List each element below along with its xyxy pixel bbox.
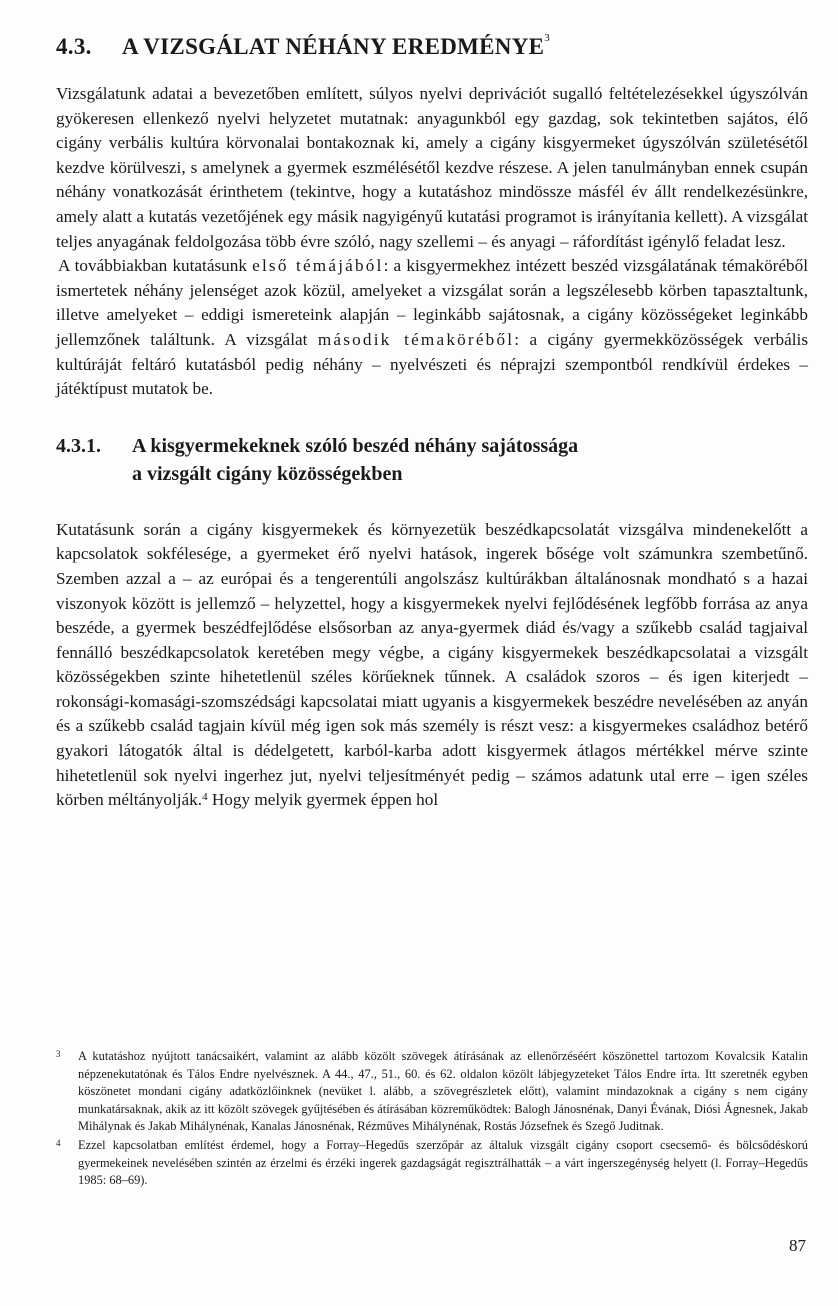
page-content [56,34,808,813]
subsection-title-line-2: a vizsgált cigány közösségekben [132,462,403,485]
section-title-text: A VIZSGÁLAT NÉHÁNY EREDMÉNYE [122,34,545,59]
subsection-heading [56,432,808,488]
footnotes [56,1048,808,1191]
footnote-ref-3[interactable]: 3 [544,32,551,44]
section-heading [56,34,808,60]
paragraph-speech [56,518,808,813]
footnote-text: Ezzel kapcsolatban említést érdemel, hogy a Forray–Hegedűs szerzőpár az általuk vizsgált cigány csoport csecsemő- és bölcsődéskorú gyermekeinek nevelésében szintén az érzelmi és érzéki ingerek gazdagságát regisztrálhatták – a várt ingerszegénység helyett (l. Forray–Hegedűs 1985: 68–69). [78,1137,808,1188]
section-title [122,34,550,60]
paragraph-topics [56,254,808,402]
text-run: A továbbiakban kutatásunk [58,256,253,276]
emphasis-second-topic: második témaköréből [317,329,515,349]
emphasis-first-topic: első témájából [252,256,384,276]
text-run: Kutatásunk során a cigány kisgyermekek és környezetük beszédkapcsolatát vizsgálva mindenekelőtt a kapcsolatok sokfélesége, a gyermeket érő nyelvi hatások, ingerek bősége volt számunkra szembetűnő. Szemben azzal a – az európai és a tengerentúli angolszász kultúrákban általánosnak mondható s a hazai viszonyok között is jellemző – helyzettel, hogy a kisgyermekek nyelvi fejlődésének legfőbb forrása az anya beszéde, a gyermek beszédfejlődése elsősorban az anya-gyermek diád és/vagy a szűkebb család tagjaival fennálló beszédkapcsolatok keretében megy végbe, a cigány kisgyermekek beszédkapcsolatai a vizsgált közösségekben szinte hihetetlenül széles körűeknek tűnnek. A családok szoros – és igen kiterjedt – rokonsági-komasági-szomszédsági kapcsolatai miatt ugyanis a kisgyermekek beszédre nevelésében az anyán és a szűkebb család tagjain kívül még igen sok más személy is részt vesz: a kisgyermekes családhoz betérő gyakori látogatók által is dédelgetett, karból-karba adott kisgyermek átlagos mértékkel mérve szinte hihetetlenül sok nyelvi ingerhez jut, nyelvi teljesítményét pedig – számos adatunk utal erre – igen széles körben méltányolják. [56,519,808,810]
footnote-3 [56,1048,808,1136]
text-run: Hogy melyik gyermek éppen hol [207,790,439,810]
text-run: : a kisgyermekhez intézett beszéd vizsgálatának témaköréből ismertetek néhány jelenséget azok közül, amelyeket a vizsgálat során a legszélesebb körben tapasztaltunk, illetve amelyeket – eddigi ismereteink alapján – leginkább sajátosnak, a cigány közösségeket leginkább jellemzőnek találtunk. A vizsgálat [56,256,808,349]
footnote-mark: 3 [56,1049,61,1059]
footnote-4 [56,1137,808,1190]
subsection-title [132,432,578,488]
subsection-title-line-1: A kisgyermekeknek szóló beszéd néhány sajátossága [132,434,579,457]
footnote-ref-4[interactable]: 4 [202,791,208,804]
text-run: : a cigány gyermekközösségek verbális kultúráját feltáró kutatásból pedig néhány – nyelvészeti és néprajzi szempontból rendkívül érdekes – játéktípust mutatok be. [56,329,809,399]
footnote-mark: 4 [56,1137,61,1148]
subsection-number: 4.3.1. [56,434,101,457]
page-number: 87 [789,1236,806,1255]
paragraph-intro: Vizsgálatunk adatai a bevezetőben említett, súlyos nyelvi deprivációt sugalló feltételezésekkel úgyszólván gyökeresen ellenkező nyelvi helyzetet mutatnak: anyagunkból egy gazdag, sok tekintetben sajátos, élő cigány verbális kultúra körvonalai bontakoznak ki, amely a cigány kisgyermeket úgyszólván születésétől kezdve körülveszi, s amelynek a gyermek eszmélésétől kezdve részese. A jelen tanulmányban ennek csupán néhány vonatkozását érinthetem (tekintve, hogy a kutatáshoz mindössze másfél év állt rendelkezésünkre, amely alatt a kutatás vezetőjének egy másik nagyigényű kutatási programot is irányítania kellett). A vizsgálat teljes anyagának feldolgozása több évre szóló, nagy szellemi – és anyagi – ráfordítást igénylő feladat lesz. [56,84,808,251]
section-number: 4.3. [56,34,92,59]
footnote-text: A kutatáshoz nyújtott tanácsaikért, valamint az alább közölt szövegek átírásának az ellenőrzéséért köszönettel tartozom Kovalcsik Katalin népzenekutatónak és Tálos Endre nyelvésznek. A 44., 47., 51., 60. és 62. oldalon közölt lábjegyzeteket Tálos Endre írta. Itt szeretnék egyben köszönetet mondani cigány adatközlőinknek (nevüket l. alább, a szövegrészletek előtt), valamint mindazoknak a cigány s nem cigány munkatársaknak, akik az itt közölt szövegek gyűjtésében és átírásában közreműködtek: Balogh Jánosnénak, Danyi Évának, Diósi Ágnesnek, Jakab Mihálynak és Jakab Mihálynénak, Kanalas Jánosnénak, Rézműves Mihálynénak, Rostás Józsefnek és Szegő Juditnak. [78,1049,808,1134]
